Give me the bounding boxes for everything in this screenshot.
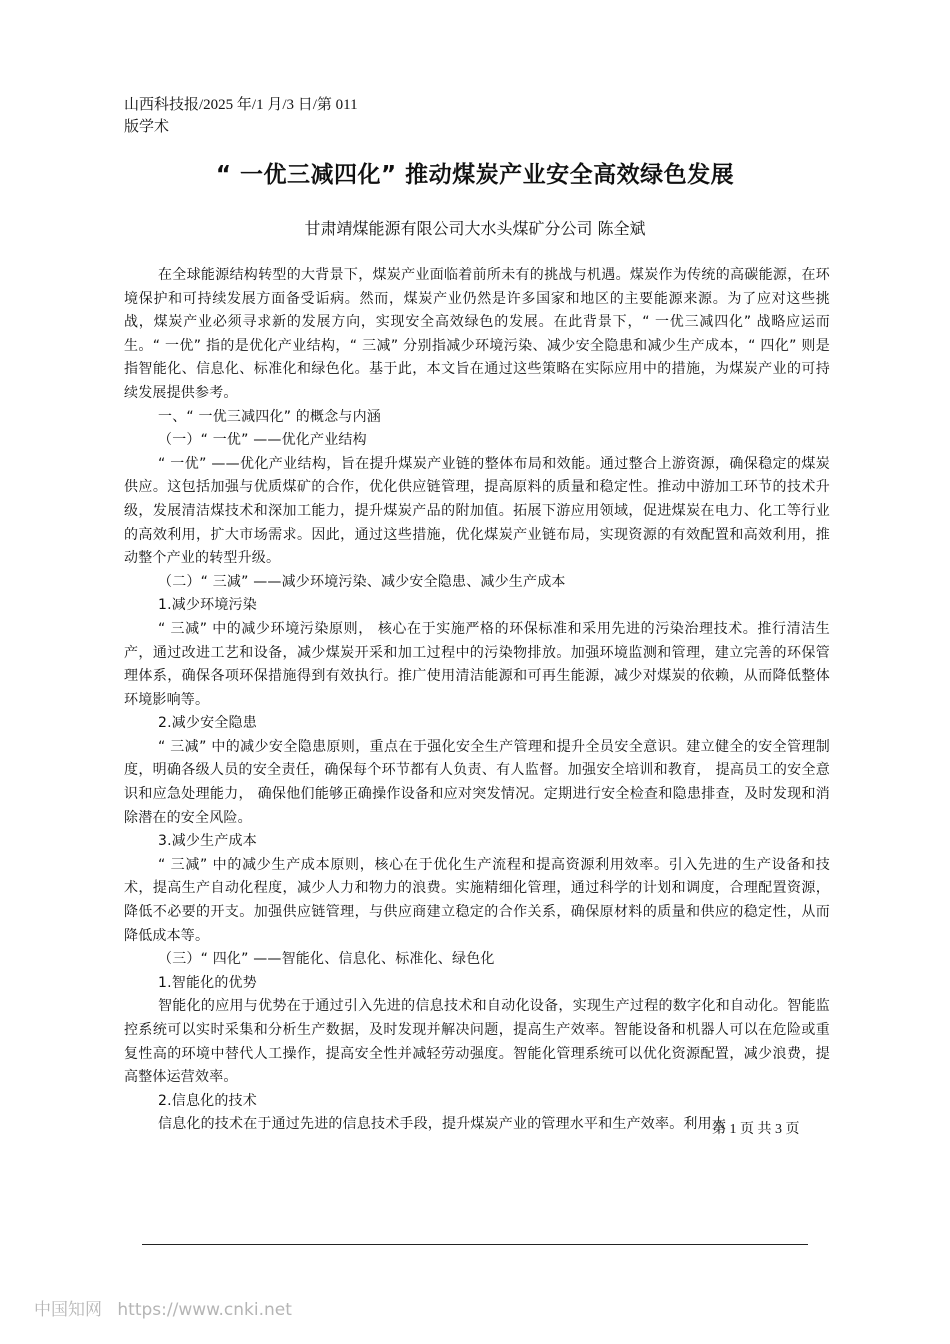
- paragraph: 3.减少生产成本: [158, 833, 257, 850]
- article-author: 甘肃靖煤能源有限公司大水头煤矿分公司 陈全斌: [304, 219, 646, 238]
- paragraph: 1.减少环境污染: [158, 597, 257, 614]
- watermark-brand: 中国知网: [34, 1300, 102, 1320]
- paragraph: （一）“ 一优” ——优化产业结构: [158, 432, 367, 449]
- paragraph: 在全球能源结构转型的大背景下，煤炭产业面临着前所未有的挑战与机遇。煤炭作为传统的高碳能源，在环境保护和可持续发展方面备受诟病。然而，煤炭产业仍然是许多国家和地区的主要能源来源。为了应对这些挑战，煤炭产业必须寻求新的发展方向，实现安全高效绿色的发展。在此背景下，“ 一优三减四化” 战略应运而生。“ 一优” 指的是优化产业结构，“ 三减” 分别指减少环境污染、减少安全隐患和减少生产成本，“ 四化” 则是指智能化、信息化、标准化和绿色化。基于此，本文旨在通过这些策略在实际应用中的措施，为煤炭产业的可持续发展提供参考。: [124, 267, 830, 401]
- article-title: “ 一优三减四化” 推动煤炭产业安全高效绿色发展: [215, 162, 735, 188]
- paragraph: 2.信息化的技术: [158, 1092, 257, 1109]
- article-body: [124, 264, 830, 1137]
- publication-line-2: 版学术: [124, 119, 170, 135]
- paragraph: 2.减少安全隐患: [158, 715, 257, 732]
- paragraph: （三）“ 四化” ——智能化、信息化、标准化、绿色化: [158, 951, 495, 968]
- paragraph: 一、“ 一优三减四化” 的概念与内涵: [158, 408, 382, 425]
- watermark-url: https://www.cnki.net: [117, 1300, 292, 1320]
- publication-header: [124, 94, 424, 138]
- paragraph: 智能化的应用与优势在于通过引入先进的信息技术和自动化设备，实现生产过程的数字化和自动化。智能监控系统可以实时采集和分析生产数据，及时发现并解决问题，提高生产效率。智能设备和机器人可以在危险或重复性高的环境中替代人工操作，提高安全性并减轻劳动强度。智能化管理系统可以优化资源配置，减少浪费，提高整体运营效率。: [124, 998, 830, 1086]
- paragraph: 信息化的技术在于通过先进的信息技术手段，提升煤炭产业的管理水平和生产效率。利用大: [158, 1116, 726, 1133]
- page-number: 第 1 页 共 3 页: [712, 1122, 800, 1137]
- paragraph: “ 三减” 中的减少环境污染原则， 核心在于实施严格的环保标准和采用先进的污染治理技术。推行清洁生产，通过改进工艺和设备，减少煤炭开采和加工过程中的污染物排放。加强环境监测和管理，建立完善的环保管理体系，确保各项环保措施得到有效执行。推广使用清洁能源和可再生能源，减少对煤炭的依赖，从而降低整体环境影响等。: [124, 620, 830, 708]
- cnki-watermark: [34, 1295, 292, 1320]
- publication-line-1: 山西科技报/2025 年/1 月/3 日/第 011: [124, 97, 358, 113]
- paragraph: （二）“ 三减” ——减少环境污染、减少安全隐患、减少生产成本: [158, 573, 566, 590]
- paragraph: “ 三减” 中的减少安全隐患原则，重点在于强化安全生产管理和提升全员安全意识。建立健全的安全管理制度，明确各级人员的安全责任，确保每个环节都有人负责、有人监督。加强安全培训和教育， 提高员工的安全意识和应急处理能力， 确保他们能够正确操作设备和应对突发情况。定期进行安全检查和隐患排查，及时发现和消除潜在的安全风险。: [124, 738, 830, 826]
- paragraph: 1.智能化的优势: [158, 974, 257, 991]
- paragraph: “ 三减” 中的减少生产成本原则，核心在于优化生产流程和提高资源利用效率。引入先进的生产设备和技术，提高生产自动化程度，减少人力和物力的浪费。实施精细化管理，通过科学的计划和调度，合理配置资源，降低不必要的开支。加强供应链管理，与供应商建立稳定的合作关系，确保原材料的质量和供应的稳定性，从而降低成本等。: [124, 856, 830, 944]
- footer-divider: [142, 1244, 808, 1245]
- paragraph: “ 一优” ——优化产业结构，旨在提升煤炭产业链的整体布局和效能。通过整合上游资源，确保稳定的煤炭供应。这包括加强与优质煤矿的合作，优化供应链管理，提高原料的质量和稳定性。推动中游加工环节的技术升级，发展清洁煤技术和深加工能力，提升煤炭产品的附加值。拓展下游应用领域，促进煤炭在电力、化工等行业的高效利用，扩大市场需求。因此，通过这些措施，优化煤炭产业链布局，实现资源的有效配置和高效利用，推动整个产业的转型升级。: [124, 455, 830, 567]
